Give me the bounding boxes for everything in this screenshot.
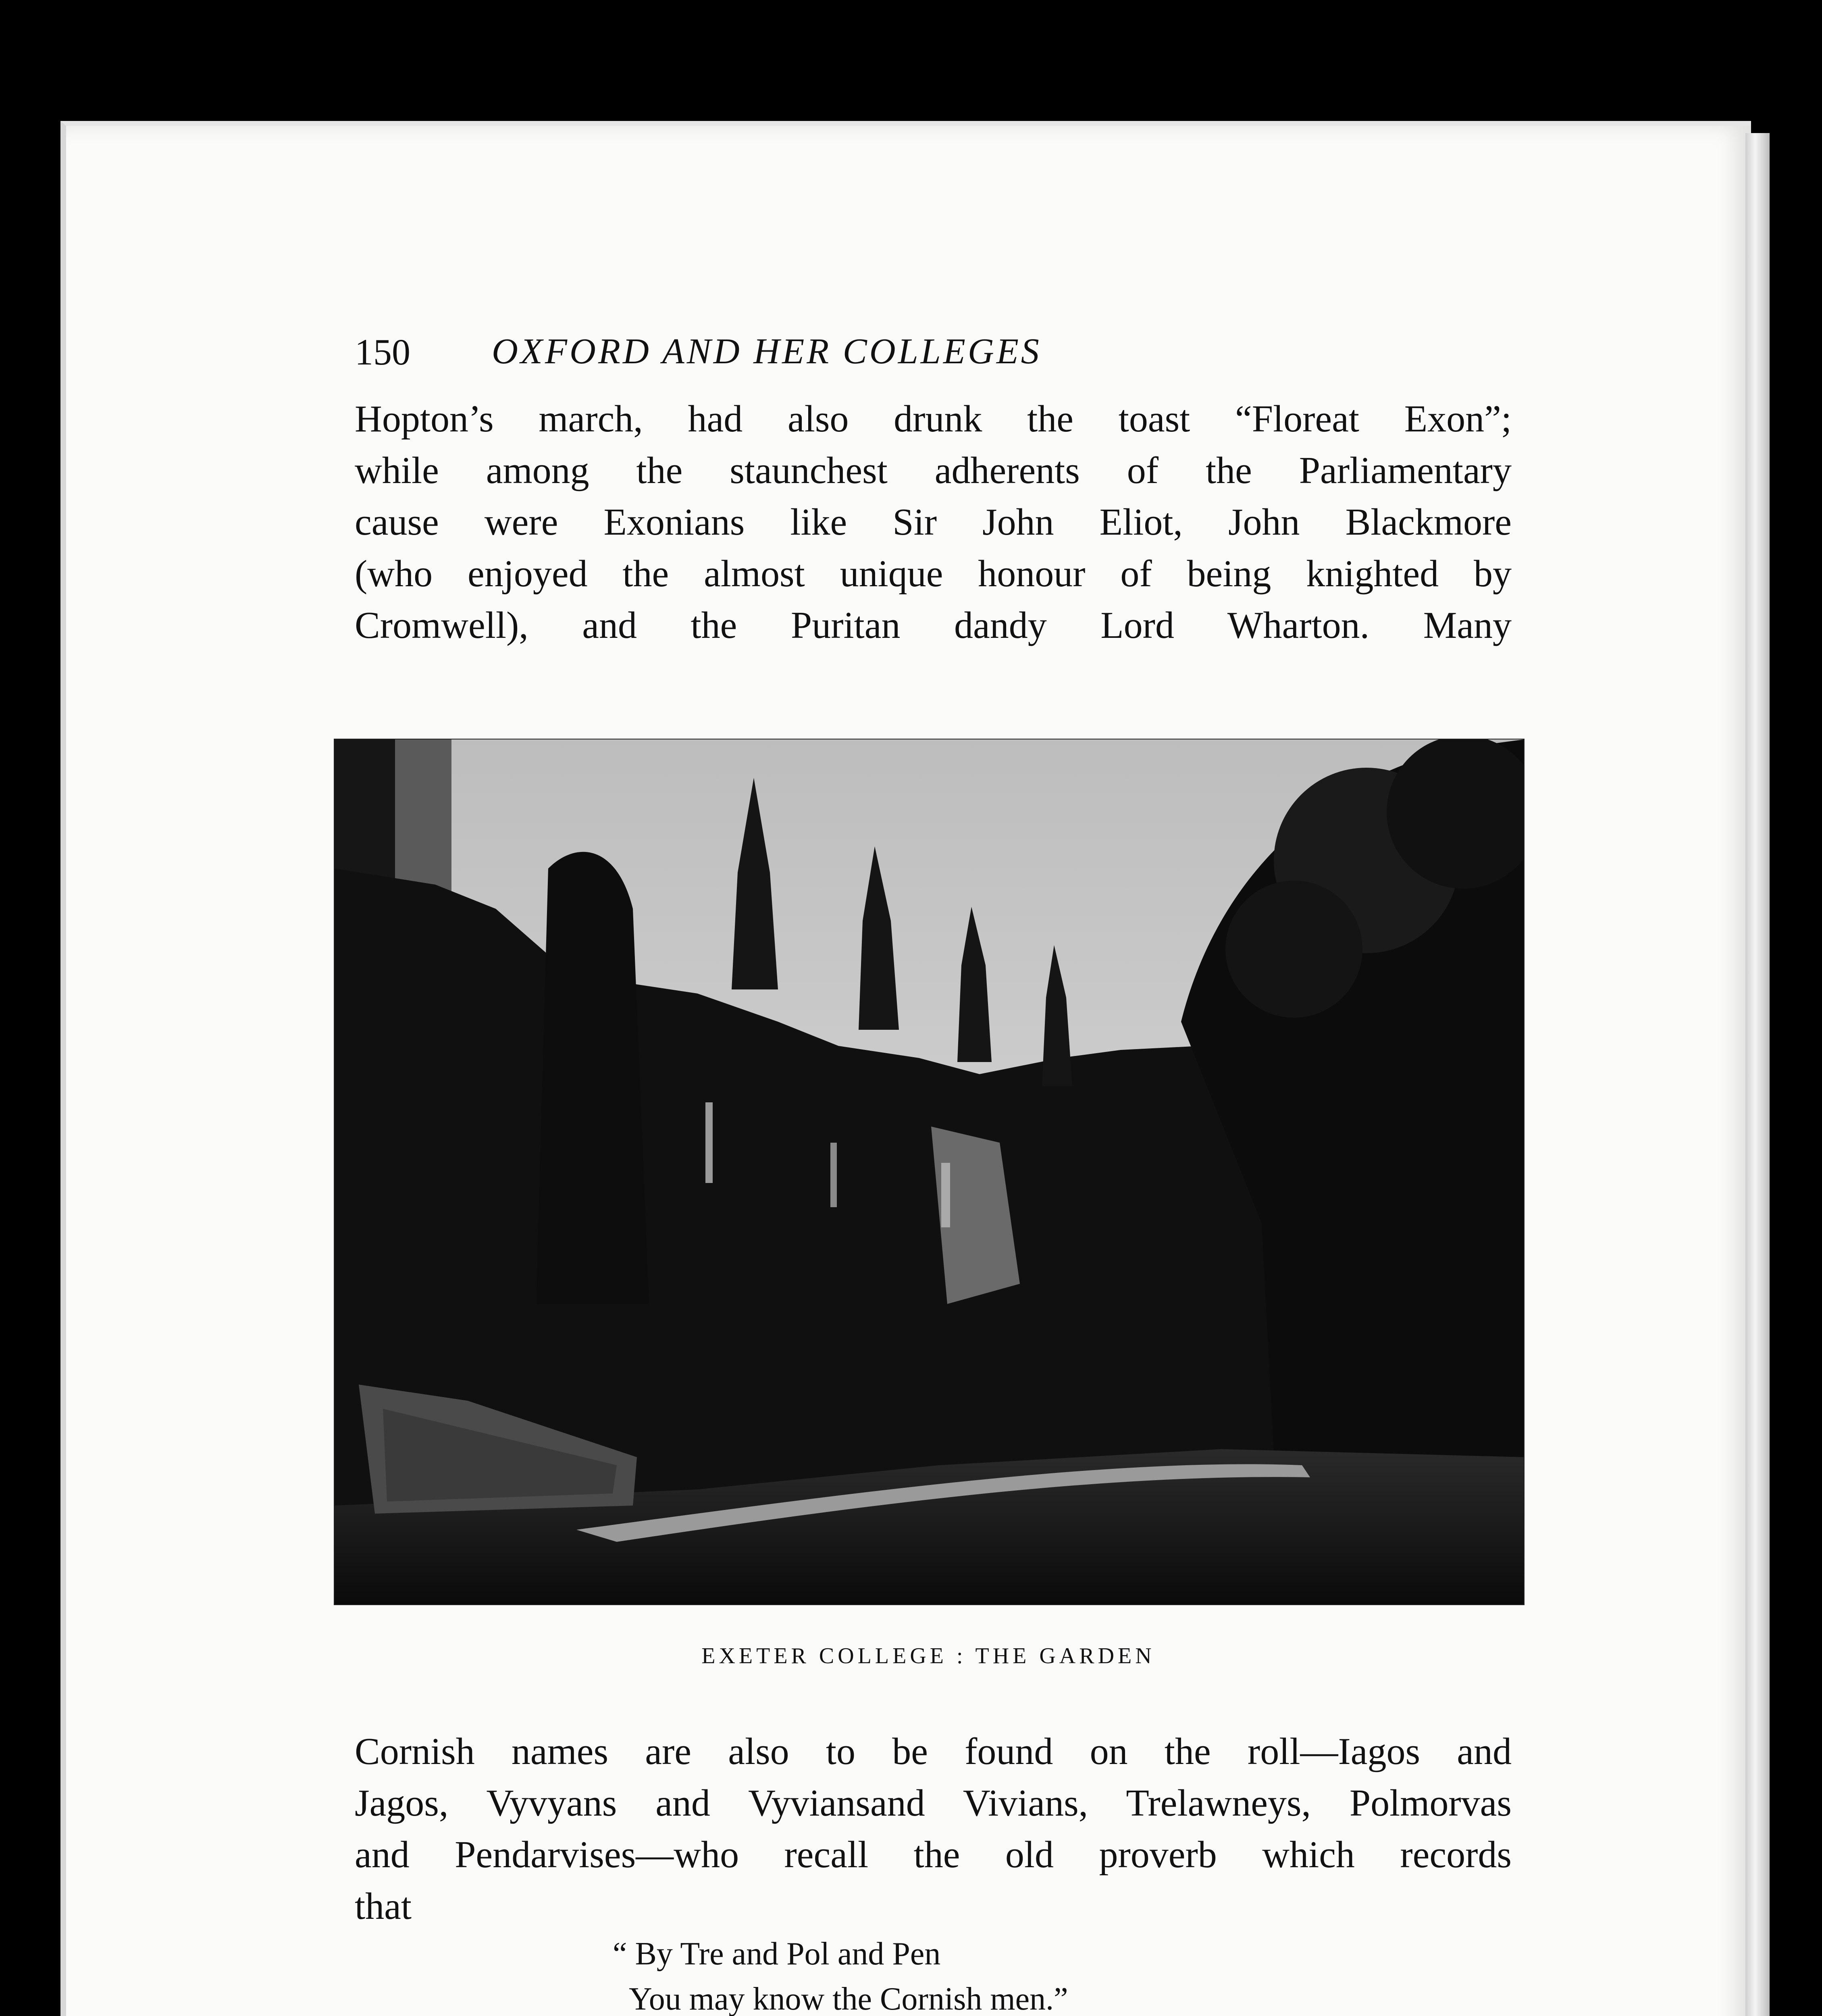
verse-quotation (613, 1931, 1068, 2016)
text-line: Jagos, Vyvyans and Vyviansand Vivians, Trelawneys, Polmorvas (355, 1782, 1512, 1824)
text-line: Cromwell), and the Puritan dandy Lord Wharton. Many (355, 604, 1512, 646)
verse-line: You may know the Cornish men.” (629, 1981, 1068, 2016)
paragraph-2 (355, 1726, 1512, 1932)
exeter-garden-photograph (334, 739, 1525, 1605)
page-header (355, 331, 1512, 379)
text-line: that (355, 1885, 412, 1927)
text-line: Cornish names are also to be found on the roll—Iagos and (355, 1731, 1512, 1772)
text-line: cause were Exonians like Sir John Eliot, John Blackmore (355, 501, 1512, 543)
running-title: OXFORD AND HER COLLEGES (492, 331, 1042, 371)
page-number: 150 (355, 331, 410, 373)
text-line: Hopton’s march, had also drunk the toast “Floreat Exon”; (355, 398, 1512, 440)
verse-line: “ By Tre and Pol and Pen (613, 1936, 941, 1972)
text-line: (who enjoyed the almost unique honour of being knighted by (355, 553, 1512, 595)
paragraph-1 (355, 393, 1512, 651)
text-line: while among the staunchest adherents of the Parliamentary (355, 450, 1512, 492)
text-line: and Pendarvises—who recall the old proverb which records (355, 1834, 1512, 1876)
figure-caption: EXETER COLLEGE : THE GARDEN (701, 1643, 1155, 1668)
page-fore-edge (1745, 133, 1770, 2016)
